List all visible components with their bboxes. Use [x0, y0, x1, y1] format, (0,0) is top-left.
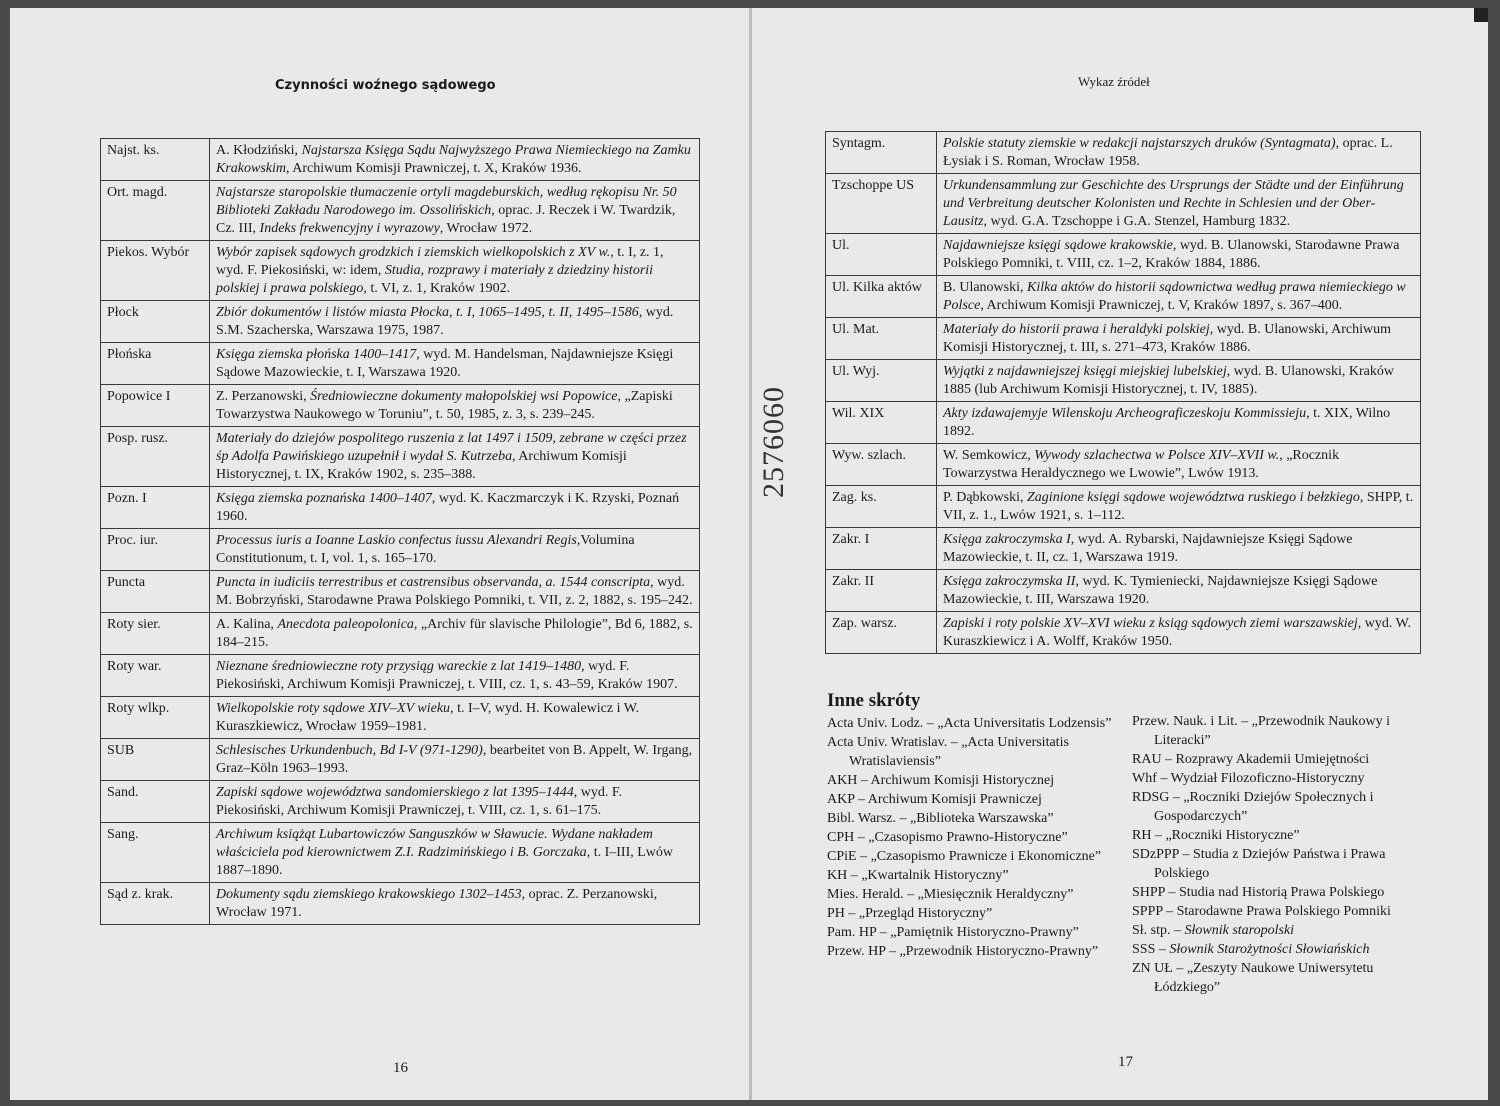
- ref-text: ,Volumina Constitutionum, t. I, vol. 1, s. 165–170.: [216, 533, 635, 566]
- abbreviation-cell: Zakr. II: [826, 570, 937, 612]
- abbreviation-text: Przew. Nauk. i Lit. – „Przewodnik Naukowy i Literacki”: [1132, 714, 1391, 748]
- title-text: Najstarsze staropolskie tłumaczenie ortyli magdeburskich, według rękopisu Nr. 50 Biblioteki Zakładu Narodowego im. Ossolińskich: [216, 185, 677, 218]
- title-text: Wyjątki z najdawniejszej księgi miejskiej lubelskiej: [943, 364, 1227, 379]
- list-item: [1132, 788, 1432, 826]
- title-text: Archiwum książąt Lubartowiczów Sanguszków w Sławucie. Wydane nakładem właściciela pod kierownictwem Z.I. Radzimińskiego i B. Gorczaka: [216, 827, 653, 860]
- list-item: [827, 809, 1117, 828]
- abbreviation-text: PH – „Przegląd Historyczny”: [827, 906, 993, 921]
- table-row: [101, 529, 700, 571]
- table-row: [826, 570, 1421, 612]
- title-text: Najdawniejsze księgi sądowe krakowskie: [943, 238, 1173, 253]
- abbreviation-cell: Puncta: [101, 571, 210, 613]
- title-text: Dokumenty sądu ziemskiego krakowskiego 1302–1453: [216, 887, 522, 902]
- reference-cell: [210, 529, 700, 571]
- ref-text: A. Kłodziński,: [216, 143, 302, 158]
- abbreviation-cell: Ort. magd.: [101, 181, 210, 241]
- abbreviation-text: ZN UŁ – „Zeszyty Naukowe Uniwersytetu Łódzkiego”: [1132, 961, 1374, 995]
- ref-text: A. Kalina,: [216, 617, 278, 632]
- abbreviation-cell: Płock: [101, 301, 210, 343]
- list-item: [827, 828, 1117, 847]
- reference-cell: [210, 487, 700, 529]
- abbreviation-cell: Płońska: [101, 343, 210, 385]
- reference-cell: [210, 883, 700, 925]
- ref-text: , wyd. A. Rybarski, Najdawniejsze Księgi Sądowe Mazowieckie, t. II, cz. 1, Warszawa 1919.: [943, 532, 1353, 565]
- ref-text: , SHPP, t. VII, z. 1., Lwów 1921, s. 1–112.: [943, 490, 1414, 523]
- table-row: [826, 612, 1421, 654]
- list-item: [827, 733, 1117, 771]
- abbreviation-cell: Piekos. Wybór: [101, 241, 210, 301]
- table-row: [826, 528, 1421, 570]
- abbreviation-text: Acta Univ. Lodz. – „Acta Universitatis Lodzensis”: [827, 716, 1112, 731]
- reference-cell: [937, 234, 1421, 276]
- title-text: Puncta in iudiciis terrestribus et castrensibus observanda, a. 1544 conscripta: [216, 575, 651, 590]
- title-text: Zapiski sądowe województwa sandomierskiego z lat 1395–1444: [216, 785, 574, 800]
- table-row: [101, 613, 700, 655]
- abbreviation-cell: Sang.: [101, 823, 210, 883]
- list-item: [1132, 712, 1432, 750]
- table-row: [101, 385, 700, 427]
- table-row: [826, 234, 1421, 276]
- reference-cell: [210, 139, 700, 181]
- abbreviation-cell: Posp. rusz.: [101, 427, 210, 487]
- title-text: Najstarsza Księga Sądu Najwyższego Prawa Niemieckiego na Zamku Krakowskim: [216, 143, 691, 176]
- ref-text: , oprac. L. Łysiak i S. Roman, Wrocław 1958.: [943, 136, 1393, 169]
- abbreviation-text: RAU – Rozprawy Akademii Umiejętności: [1132, 752, 1370, 767]
- table-row: [101, 781, 700, 823]
- title-text: Kilka aktów do historii sądownictwa według prawa niemieckiego w Polsce: [943, 280, 1406, 313]
- abbreviation-cell: Roty wlkp.: [101, 697, 210, 739]
- ref-text: , wyd. K. Kaczmarczyk i K. Rzyski, Poznań 1960.: [216, 491, 680, 524]
- title-text: Nieznane średniowieczne roty przysiąg wareckie z lat 1419–1480: [216, 659, 582, 674]
- title-text: Księga zakroczymska I: [943, 532, 1071, 547]
- abbreviation-cell: Ul.: [826, 234, 937, 276]
- list-item: [827, 866, 1117, 885]
- reference-cell: [210, 343, 700, 385]
- table-row: [826, 444, 1421, 486]
- title-text: Materiały do dziejów pospolitego ruszenia z lat 1497 i 1509, zebrane w części przez śp Adolfa Pawińskiego uzupełnił i wydał S. Kutrzeba: [216, 431, 687, 464]
- ref-text: , wyd. K. Tymieniecki, Najdawniejsze Księgi Sądowe Mazowieckie, t. III, Warszawa 1920.: [943, 574, 1378, 607]
- abbreviation-text: Przew. HP – „Przewodnik Historyczno-Prawny”: [827, 944, 1099, 959]
- reference-cell: [210, 301, 700, 343]
- title-text: Zbiór dokumentów i listów miasta Płocka, t. I, 1065–1495, t. II, 1495–1586,: [216, 305, 643, 320]
- title-text: Schlesisches Urkundenbuch, Bd I-V (971-1290): [216, 743, 483, 758]
- title-text: Materiały do historii prawa i heraldyki polskiej: [943, 322, 1210, 337]
- table-row: [101, 241, 700, 301]
- abbreviation-text: Sł. stp. –: [1132, 923, 1185, 938]
- ref-text: , „Rocznik Towarzystwa Heraldycznego we Lwowie”, Lwów 1913.: [943, 448, 1340, 481]
- ref-text: , wyd. F. Piekosiński, Archiwum Komisji Prawniczej, t. VIII, cz. 1, s. 43–59, Kraków 1907.: [216, 659, 678, 692]
- ref-text: , Archiwum Komisji Prawniczej, t. X, Kraków 1936.: [286, 161, 582, 176]
- table-row: [101, 571, 700, 613]
- sources-table-left: [100, 138, 700, 925]
- title-text: Processus iuris a Ioanne Laskio confectus iussu Alexandri Regis: [216, 533, 577, 548]
- inventory-number-handwritten: 2576060: [757, 386, 790, 498]
- abbreviation-cell: Ul. Mat.: [826, 318, 937, 360]
- reference-cell: [210, 781, 700, 823]
- list-item: [1132, 921, 1432, 940]
- list-item: [1132, 902, 1432, 921]
- abbreviation-text: SSS –: [1132, 942, 1170, 957]
- table-row: [101, 427, 700, 487]
- abbreviation-text: Bibl. Warsz. – „Biblioteka Warszawska”: [827, 811, 1054, 826]
- table-row: [101, 181, 700, 241]
- reference-cell: [210, 241, 700, 301]
- table-row: [101, 823, 700, 883]
- reference-cell: [937, 402, 1421, 444]
- title-text: Średniowieczne dokumenty małopolskiej wsi Popowice: [310, 389, 618, 404]
- abbreviation-text: RDSG – „Roczniki Dziejów Społecznych i Gospodarczych”: [1132, 790, 1374, 824]
- reference-cell: [937, 318, 1421, 360]
- reference-cell: [210, 613, 700, 655]
- table-row: [101, 343, 700, 385]
- reference-cell: [210, 823, 700, 883]
- list-item: [1132, 940, 1432, 959]
- ref-text: , Archiwum Komisji Prawniczej, t. V, Kraków 1897, s. 367–400.: [980, 298, 1343, 313]
- ref-text: , oprac. Z. Perzanowski, Wrocław 1971.: [216, 887, 658, 920]
- abbreviation-text: Słownik Starożytności Słowiańskich: [1169, 942, 1370, 957]
- table-row: [826, 174, 1421, 234]
- ref-text: , t. I, z. 1, wyd. F. Piekosiński, w: idem,: [216, 245, 664, 278]
- list-item: [1132, 883, 1432, 902]
- abbreviation-cell: Ul. Wyj.: [826, 360, 937, 402]
- table-row: [101, 739, 700, 781]
- reference-cell: [210, 385, 700, 427]
- abbreviations-column-1: [827, 714, 1117, 961]
- ref-text: , wyd. M. Handelsman, Najdawniejsze Księgi Sądowe Mazowieckie, t. I, Warszawa 1920.: [216, 347, 674, 380]
- abbreviation-text: CPH – „Czasopismo Prawno-Historyczne”: [827, 830, 1068, 845]
- table-row: [101, 655, 700, 697]
- ref-text: , oprac. J. Reczek i W. Twardzik, Cz. III,: [216, 203, 676, 236]
- list-item: [827, 885, 1117, 904]
- ref-text: P. Dąbkowski,: [943, 490, 1028, 505]
- other-abbreviations-heading: Inne skróty: [827, 690, 921, 711]
- reference-cell: [937, 486, 1421, 528]
- running-head: Czynności woźnego sądowego: [275, 78, 496, 93]
- table-row: [826, 402, 1421, 444]
- table-row: [101, 883, 700, 925]
- list-item: [1132, 769, 1432, 788]
- abbreviation-text: Mies. Herald. – „Miesięcznik Heraldyczny”: [827, 887, 1074, 902]
- ref-text: , wyd. M. Bobrzyński, Starodawne Prawa Polskiego Pomniki, t. VII, z. 2, 1882, s. 195–242.: [216, 575, 693, 608]
- title-text: Zaginione księgi sądowe województwa ruskiego i bełzkiego: [1027, 490, 1360, 505]
- list-item: [827, 714, 1117, 733]
- ref-text: , t. VI, z. 1, Kraków 1902.: [363, 281, 511, 296]
- reference-cell: [937, 174, 1421, 234]
- reference-cell: [937, 276, 1421, 318]
- title-text: Wywody szlachectwa w Polsce XIV–XVII w.: [1034, 448, 1280, 463]
- reference-cell: [210, 427, 700, 487]
- left-page: [10, 8, 750, 1100]
- abbreviation-cell: Sąd z. krak.: [101, 883, 210, 925]
- abbreviation-text: KH – „Kwartalnik Historyczny”: [827, 868, 1009, 883]
- abbreviation-cell: Wil. XIX: [826, 402, 937, 444]
- abbreviation-text: SDzPPP – Studia z Dziejów Państwa i Prawa Polskiego: [1132, 847, 1386, 881]
- ref-text: , wyd. B. Ulanowski, Kraków 1885 (lub Archiwum Komisji Historycznej, t. IV, 1885).: [943, 364, 1394, 397]
- ref-text: , Wrocław 1972.: [439, 221, 533, 236]
- table-row: [101, 697, 700, 739]
- table-row: [826, 360, 1421, 402]
- right-page: [752, 8, 1488, 1100]
- table-row: [826, 318, 1421, 360]
- title-text: Urkundensammlung zur Geschichte des Ursprungs der Städte und der Einführung und Verbreitung deutscher Kolonisten und Rechte in Schlesien und der Ober-Lausitz: [943, 178, 1404, 229]
- ref-text: Z. Perzanowski,: [216, 389, 311, 404]
- abbreviation-text: SPPP – Starodawne Prawa Polskiego Pomniki: [1132, 904, 1391, 919]
- ref-text: , bearbeitet von B. Appelt, W. Irgang, Graz–Köln 1963–1993.: [216, 743, 693, 776]
- scan-corner-mark: [1474, 8, 1488, 22]
- list-item: [827, 904, 1117, 923]
- abbreviation-cell: Roty war.: [101, 655, 210, 697]
- title-text: Indeks frekwencyjny i wyrazowy: [259, 221, 440, 236]
- abbreviation-cell: Zakr. I: [826, 528, 937, 570]
- list-item: [827, 847, 1117, 866]
- abbreviation-text: SHPP – Studia nad Historią Prawa Polskiego: [1132, 885, 1385, 900]
- table-row: [101, 301, 700, 343]
- list-item: [1132, 845, 1432, 883]
- list-item: [827, 771, 1117, 790]
- ref-text: , wyd. F. Piekosiński, Archiwum Komisji Prawniczej, t. VIII, cz. 1, s. 61–175.: [216, 785, 623, 818]
- abbreviation-cell: Syntagm.: [826, 132, 937, 174]
- list-item: [827, 923, 1117, 942]
- abbreviation-text: Słownik staropolski: [1184, 923, 1295, 938]
- ref-text: , wyd. G.A. Tzschoppe i G.A. Stenzel, Hamburg 1832.: [983, 214, 1291, 229]
- abbreviation-text: AKH – Archiwum Komisji Historycznej: [827, 773, 1055, 788]
- title-text: Księga ziemska płońska 1400–1417: [216, 347, 417, 362]
- ref-text: , wyd. W. Kuraszkiewicz i A. Wolff, Kraków 1950.: [943, 616, 1412, 649]
- title-text: Studia, rozprawy i materiały z dziedziny historii polskiej i prawa polskiego: [216, 263, 654, 296]
- table-row: [101, 139, 700, 181]
- ref-text: , Archiwum Komisji Historycznej, t. IX, Kraków 1902, s. 235–388.: [216, 449, 627, 482]
- list-item: [827, 790, 1117, 809]
- reference-cell: [937, 360, 1421, 402]
- ref-text: , wyd. B. Ulanowski, Starodawne Prawa Polskiego Pomniki, t. VIII, cz. 1–2, Kraków 1884, 1886.: [943, 238, 1400, 271]
- reference-cell: [210, 571, 700, 613]
- ref-text: B. Ulanowski,: [943, 280, 1027, 295]
- ref-text: wyd. S.M. Szacherska, Warszawa 1975, 1987.: [216, 305, 674, 338]
- title-text: Wybór zapisek sądowych grodzkich i ziemskich wielkopolskich z XV w.: [216, 245, 611, 260]
- abbreviation-cell: SUB: [101, 739, 210, 781]
- table-row: [101, 487, 700, 529]
- abbreviation-cell: Tzschoppe US: [826, 174, 937, 234]
- title-text: Anecdota paleopolonica: [277, 617, 414, 632]
- page-number: 16: [393, 1060, 408, 1076]
- reference-cell: [937, 612, 1421, 654]
- abbreviation-text: AKP – Archiwum Komisji Prawniczej: [827, 792, 1042, 807]
- table-row: [826, 276, 1421, 318]
- abbreviations-column-2: [1132, 712, 1432, 997]
- ref-text: , t. XIX, Wilno 1892.: [943, 406, 1391, 439]
- list-item: [1132, 750, 1432, 769]
- abbreviation-cell: Sand.: [101, 781, 210, 823]
- abbreviation-text: Pam. HP – „Pamiętnik Historyczno-Prawny”: [827, 925, 1079, 940]
- abbreviation-cell: Proc. iur.: [101, 529, 210, 571]
- reference-cell: [210, 655, 700, 697]
- abbreviation-text: Whf – Wydział Filozoficzno-Historyczny: [1132, 771, 1365, 786]
- title-text: Polskie statuty ziemskie w redakcji najstarszych druków (Syntagmata): [943, 136, 1336, 151]
- list-item: [1132, 959, 1432, 997]
- title-text: Akty izdawajemyje Wilenskoju Archeograficzeskoju Kommissieju: [943, 406, 1307, 421]
- running-head: Wykaz źródeł: [1078, 74, 1150, 89]
- abbreviation-cell: Najst. ks.: [101, 139, 210, 181]
- page-number: 17: [1118, 1054, 1133, 1070]
- reference-cell: [937, 444, 1421, 486]
- abbreviation-cell: Zag. ks.: [826, 486, 937, 528]
- abbreviation-cell: Ul. Kilka aktów: [826, 276, 937, 318]
- ref-text: W. Semkowicz,: [943, 448, 1035, 463]
- reference-cell: [937, 528, 1421, 570]
- title-text: Wielkopolskie roty sądowe XIV–XV wieku: [216, 701, 451, 716]
- reference-cell: [937, 132, 1421, 174]
- reference-cell: [937, 570, 1421, 612]
- ref-text: , t. I–III, Lwów 1887–1890.: [216, 845, 673, 878]
- title-text: Księga zakroczymska II: [943, 574, 1076, 589]
- table-row: [826, 486, 1421, 528]
- abbreviation-cell: Roty sier.: [101, 613, 210, 655]
- abbreviation-cell: Wyw. szlach.: [826, 444, 937, 486]
- reference-cell: [210, 697, 700, 739]
- ref-text: , t. I–V, wyd. H. Kowalewicz i W. Kuraszkiewicz, Wrocław 1959–1981.: [216, 701, 640, 734]
- title-text: Księga ziemska poznańska 1400–1407: [216, 491, 432, 506]
- abbreviation-text: RH – „Roczniki Historyczne”: [1132, 828, 1300, 843]
- abbreviation-cell: Zap. warsz.: [826, 612, 937, 654]
- table-row: [826, 132, 1421, 174]
- list-item: [827, 942, 1117, 961]
- abbreviation-text: CPiE – „Czasopismo Prawnicze i Ekonomiczne”: [827, 849, 1102, 864]
- list-item: [1132, 826, 1432, 845]
- abbreviation-text: Acta Univ. Wratislav. – „Acta Universitatis Wratislaviensis”: [827, 735, 1069, 769]
- title-text: Zapiski i roty polskie XV–XVI wieku z ksiąg sądowych ziemi warszawskiej: [943, 616, 1358, 631]
- ref-text: , „Zapiski Towarzystwa Naukowego w Toruniu”, t. 50, 1985, z. 3, s. 239–245.: [216, 389, 673, 422]
- abbreviation-cell: Popowice I: [101, 385, 210, 427]
- reference-cell: [210, 739, 700, 781]
- abbreviation-cell: Pozn. I: [101, 487, 210, 529]
- ref-text: , wyd. B. Ulanowski, Archiwum Komisji Historycznej, t. III, s. 271–473, Kraków 1886.: [943, 322, 1391, 355]
- ref-text: , „Archiv für slavische Philologie”, Bd 6, 1882, s. 184–215.: [216, 617, 693, 650]
- reference-cell: [210, 181, 700, 241]
- sources-table-right: [825, 131, 1421, 654]
